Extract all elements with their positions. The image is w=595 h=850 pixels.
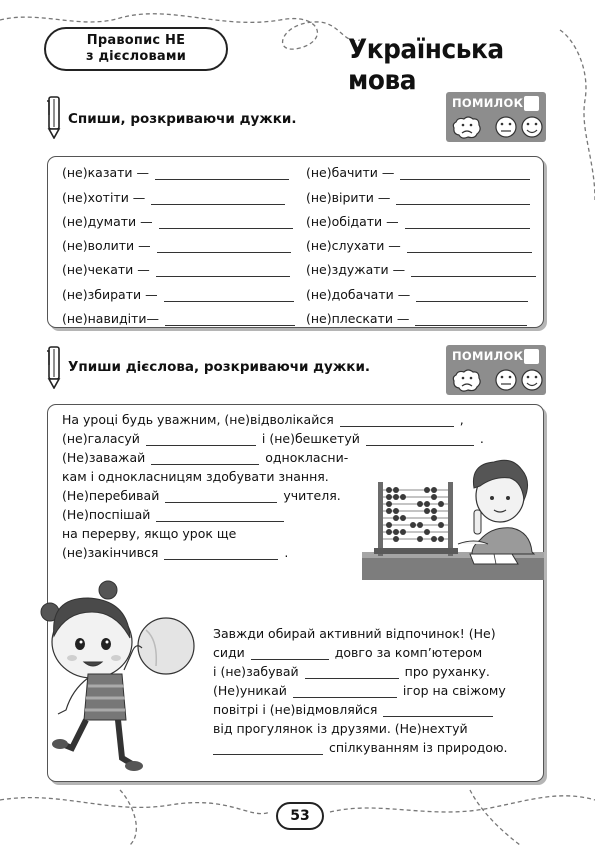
- word-label: (не)слухати —: [306, 238, 401, 253]
- answer-blank[interactable]: [407, 252, 532, 253]
- text: (Не)поспішай: [62, 507, 151, 522]
- answer-blank[interactable]: [156, 276, 290, 277]
- answer-blank[interactable]: [405, 228, 530, 229]
- task1-instruction: Спиши, розкриваючи дужки.: [68, 111, 297, 127]
- word-label: (не)думати —: [62, 214, 153, 229]
- word-label: (не)казати —: [62, 165, 150, 180]
- task1-right-row: [306, 262, 536, 277]
- text: повітрі і (не)відмовляйся: [213, 702, 378, 717]
- answer-blank[interactable]: [151, 464, 259, 465]
- errors-counter: [446, 92, 546, 142]
- text: спілкуванням із природою.: [329, 740, 508, 755]
- answer-blank[interactable]: [159, 228, 293, 229]
- text: учителя.: [283, 488, 341, 503]
- task2-instruction: Упиши дієслова, розкриваючи дужки.: [68, 359, 371, 375]
- mood-faces-icons: [450, 114, 544, 140]
- task1-left-row: [62, 287, 294, 302]
- text: кам і однокласницям здобувати знання.: [62, 469, 329, 484]
- task1-left-row: [62, 262, 290, 277]
- text: (не)галасуй: [62, 431, 140, 446]
- text: (не)закінчився: [62, 545, 159, 560]
- topic-line-2: з дієсловами: [85, 49, 187, 64]
- text: від прогулянок із друзями. (Не)нехтуй: [213, 721, 468, 736]
- text: (Не)перебивай: [62, 488, 160, 503]
- topic-line-1: Правопис НЕ: [86, 33, 186, 48]
- answer-blank[interactable]: [366, 445, 474, 446]
- answer-blank[interactable]: [151, 204, 285, 205]
- answer-blank[interactable]: [164, 301, 294, 302]
- mood-faces-icons: [450, 367, 544, 393]
- answer-blank[interactable]: [213, 754, 323, 755]
- paragraph1-line: [62, 431, 484, 446]
- boy-with-abacus-illustration: [362, 452, 544, 580]
- answer-blank[interactable]: [416, 301, 528, 302]
- paragraph1-line: [62, 507, 290, 522]
- answer-blank[interactable]: [164, 559, 278, 560]
- topic-label: [44, 27, 228, 71]
- paragraph2-line: [213, 702, 499, 717]
- answer-blank[interactable]: [156, 521, 284, 522]
- paragraph2-line: [213, 626, 496, 641]
- task1-left-row: [62, 190, 285, 205]
- task1-right-row: [306, 165, 530, 180]
- errors-counter: [446, 345, 546, 395]
- paragraph2-line: [213, 645, 482, 660]
- paragraph2-line: [207, 740, 507, 755]
- task1-right-row: [306, 287, 528, 302]
- errors-checkbox[interactable]: [524, 96, 539, 111]
- paragraph1-line: [62, 545, 288, 560]
- answer-blank[interactable]: [415, 325, 527, 326]
- paragraph1-line: [62, 450, 348, 465]
- text: (Не)заважай: [62, 450, 146, 465]
- paragraph2-line: [213, 664, 490, 679]
- errors-label: ПОМИЛОК: [452, 96, 524, 110]
- answer-blank[interactable]: [383, 716, 493, 717]
- word-label: (не)волити —: [62, 238, 151, 253]
- task1-left-row: [62, 311, 295, 326]
- text: і (не)забувай: [213, 664, 299, 679]
- paragraph1-line: [62, 526, 236, 541]
- errors-label: ПОМИЛОК: [452, 349, 524, 363]
- word-label: (не)вірити —: [306, 190, 391, 205]
- paragraph1-line: [62, 488, 341, 503]
- task1-right-row: [306, 214, 530, 229]
- text: сиди: [213, 645, 245, 660]
- answer-blank[interactable]: [251, 659, 329, 660]
- answer-blank[interactable]: [340, 426, 454, 427]
- text: Завжди обирай активний відпочинок! (Не): [213, 626, 496, 641]
- text: ,: [459, 412, 464, 427]
- task1-left-row: [62, 238, 291, 253]
- word-label: (не)навидіти—: [62, 311, 159, 326]
- text: На уроці будь уважним, (не)відволікайся: [62, 412, 334, 427]
- errors-checkbox[interactable]: [524, 349, 539, 364]
- answer-blank[interactable]: [155, 179, 289, 180]
- task1-right-row: [306, 190, 530, 205]
- text: і (не)бешкетуй: [261, 431, 360, 446]
- answer-blank[interactable]: [165, 325, 295, 326]
- text: .: [479, 431, 484, 446]
- text: ігор на свіжому: [402, 683, 506, 698]
- paragraph2-line: [213, 721, 468, 736]
- answer-blank[interactable]: [400, 179, 530, 180]
- subject-title: Українська мова: [348, 34, 504, 96]
- task1-right-row: [306, 238, 532, 253]
- answer-blank[interactable]: [305, 678, 399, 679]
- answer-blank[interactable]: [157, 252, 291, 253]
- paragraph2-line: [213, 683, 506, 698]
- word-label: (не)збирати —: [62, 287, 158, 302]
- task1-right-row: [306, 311, 527, 326]
- girl-with-ball-illustration: [36, 578, 196, 778]
- answer-blank[interactable]: [146, 445, 256, 446]
- word-label: (не)чекати —: [62, 262, 150, 277]
- answer-blank[interactable]: [165, 502, 277, 503]
- text: (Не)уникай: [213, 683, 287, 698]
- task1-left-row: [62, 165, 289, 180]
- word-label: (не)обідати —: [306, 214, 399, 229]
- text: довго за комп’ютером: [334, 645, 483, 660]
- pencil-icon: [45, 345, 63, 389]
- text: про руханку.: [404, 664, 490, 679]
- answer-blank[interactable]: [293, 697, 397, 698]
- answer-blank[interactable]: [411, 276, 536, 277]
- answer-blank[interactable]: [396, 204, 530, 205]
- word-label: (не)здужати —: [306, 262, 406, 277]
- word-label: (не)хотіти —: [62, 190, 146, 205]
- word-label: (не)добачати —: [306, 287, 411, 302]
- page-number-text: 53: [290, 808, 310, 824]
- text: однокласни-: [265, 450, 349, 465]
- pencil-icon: [45, 95, 63, 139]
- text: на перерву, якщо урок ще: [62, 526, 237, 541]
- page-number: [276, 802, 324, 830]
- word-label: (не)плескати —: [306, 311, 410, 326]
- text: .: [284, 545, 289, 560]
- word-label: (не)бачити —: [306, 165, 395, 180]
- task1-left-row: [62, 214, 293, 229]
- paragraph1-line: [62, 412, 464, 427]
- paragraph1-line: [62, 469, 329, 484]
